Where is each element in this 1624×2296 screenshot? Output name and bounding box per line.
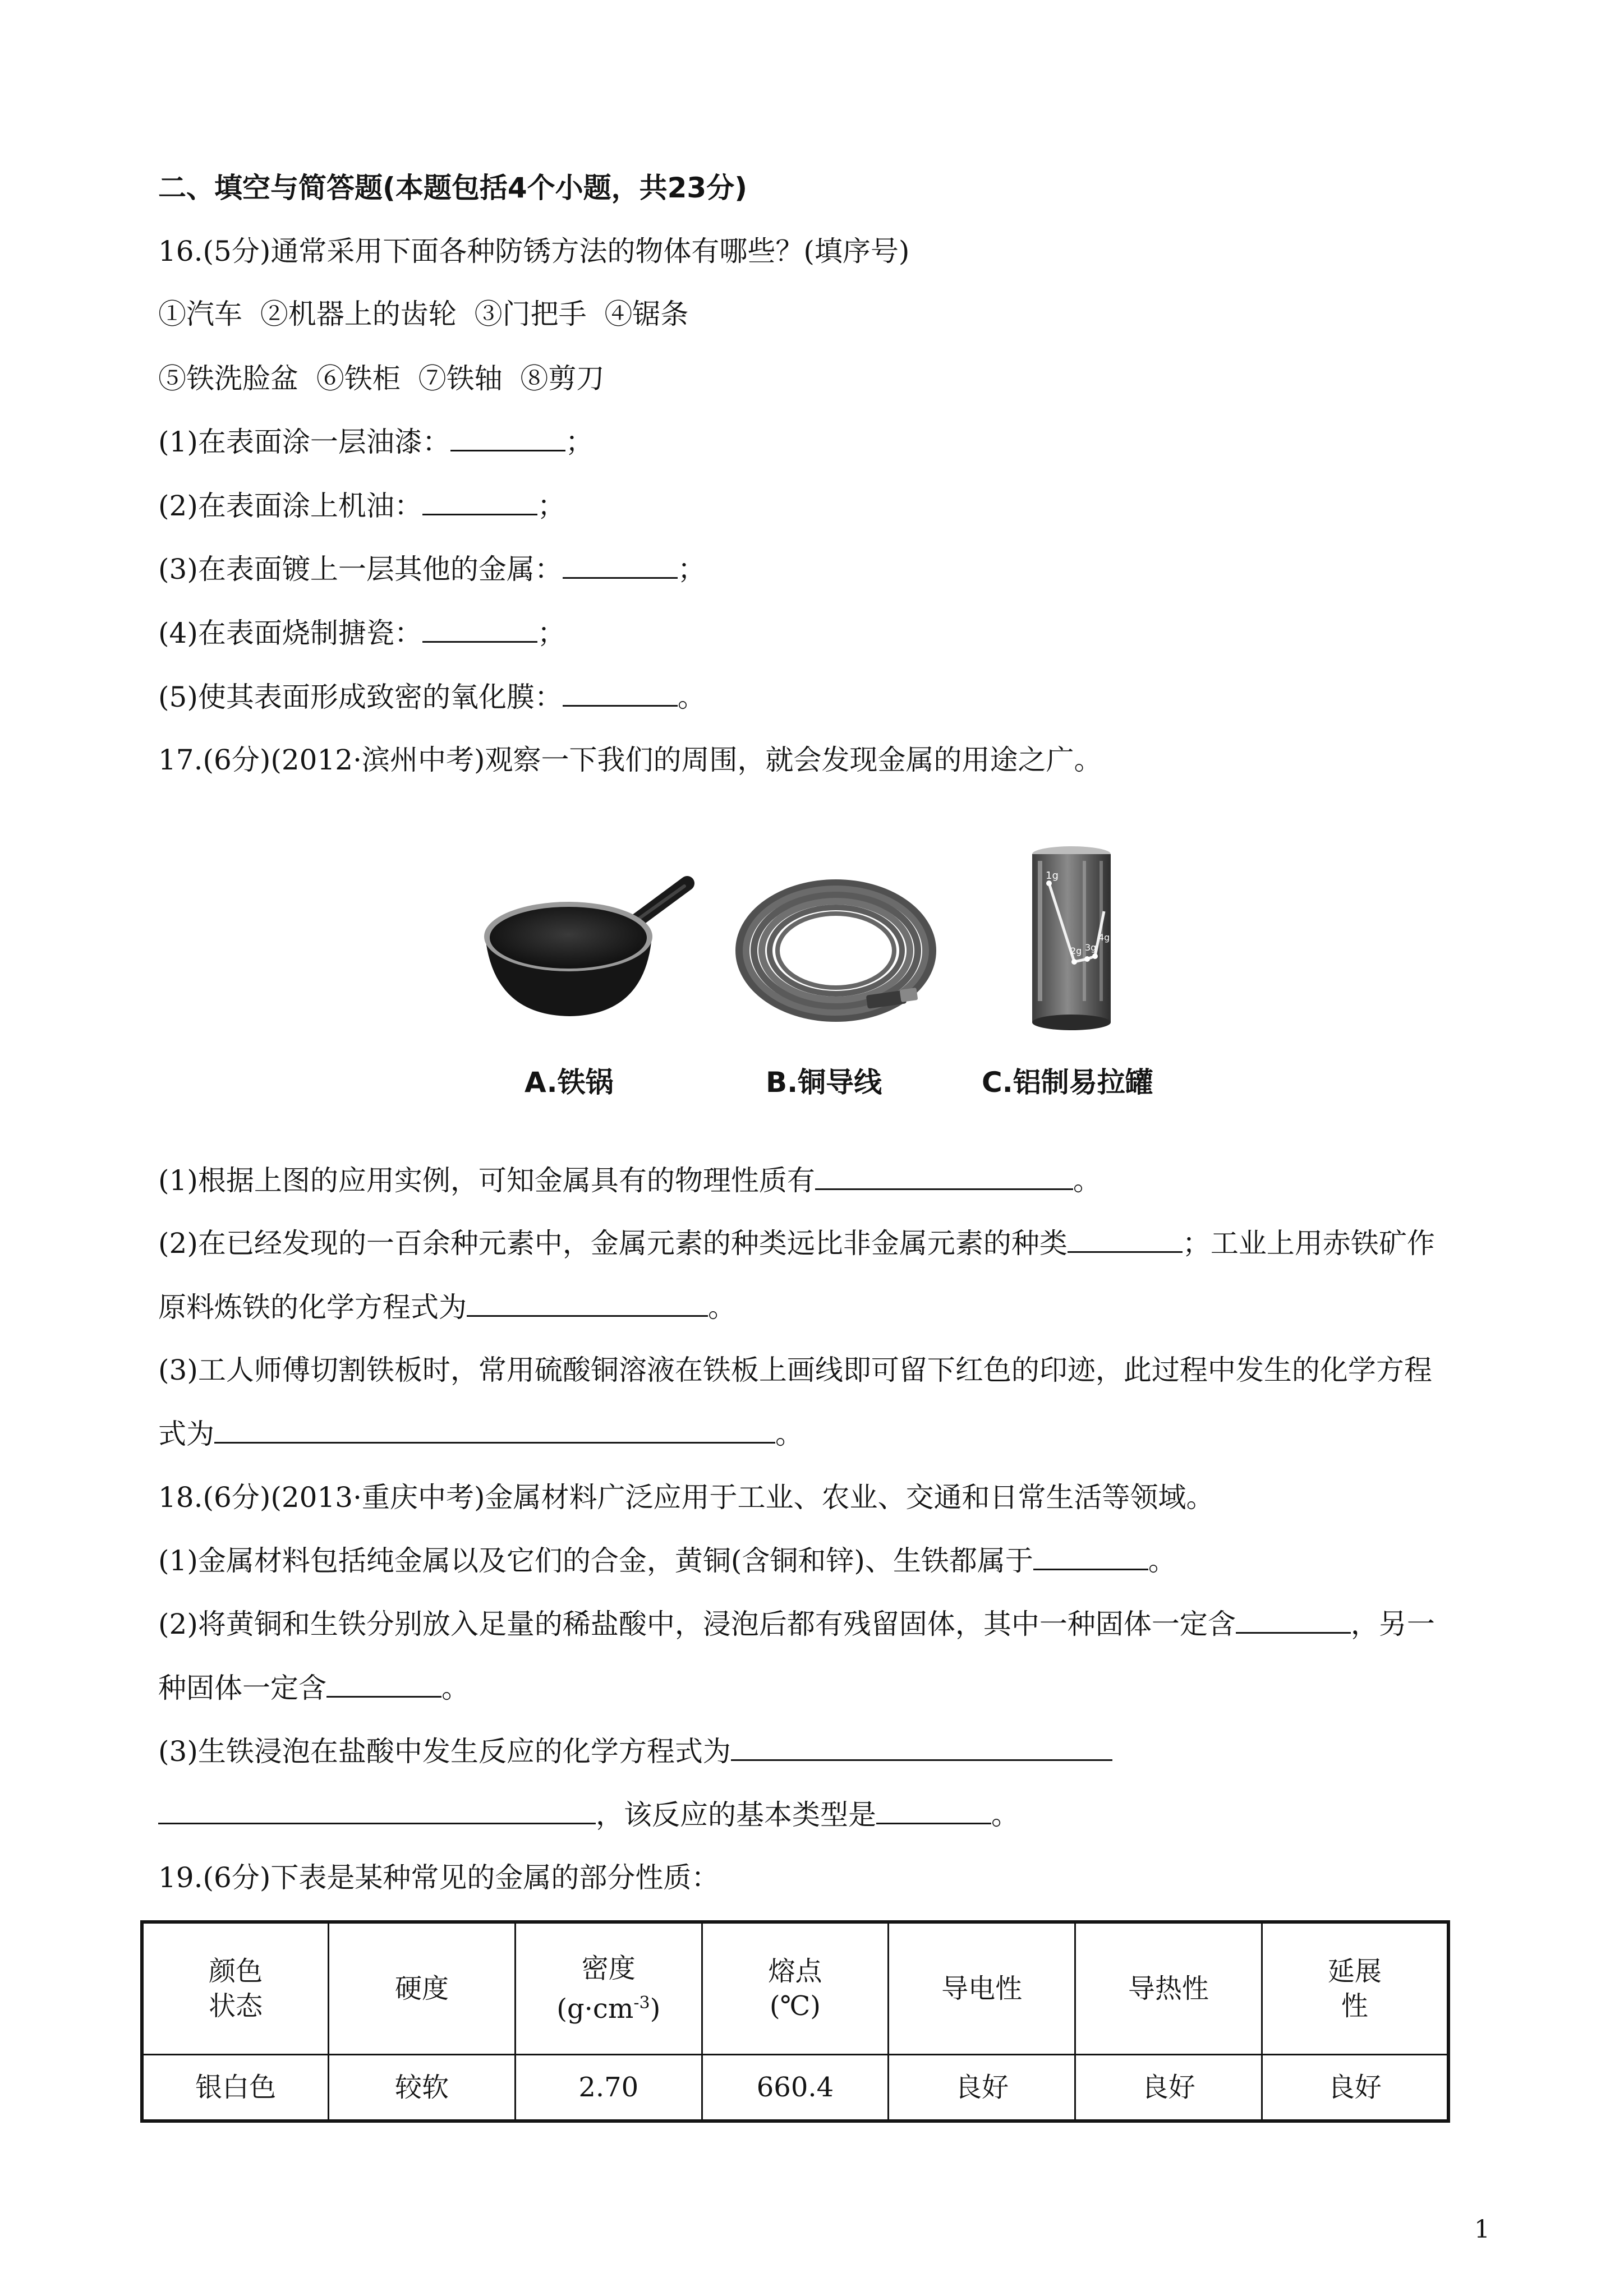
q17-part2-line2 bbox=[158, 1290, 736, 1324]
q16-item-5 bbox=[158, 680, 706, 714]
q18-part1-end: 。 bbox=[1148, 1545, 1176, 1577]
q16-item-1 bbox=[158, 425, 594, 459]
header-electrical-conductivity: 导电性 bbox=[889, 1922, 1075, 2054]
q16-answer-blank-5[interactable] bbox=[563, 680, 678, 707]
cell-density: 2.70 bbox=[515, 2054, 702, 2121]
metal-properties-table bbox=[140, 1920, 1450, 2123]
q18-part2-line1 bbox=[158, 1607, 1435, 1641]
q18-part2-end: 。 bbox=[441, 1672, 470, 1704]
q18-part1 bbox=[158, 1544, 1176, 1578]
q16-item-2-end: ； bbox=[537, 490, 565, 522]
q18-answer-blank-6[interactable] bbox=[876, 1798, 991, 1824]
header-mp-unit: (℃) bbox=[769, 1990, 821, 2022]
q17-part2-line2-text: 原料炼铁的化学方程式为 bbox=[158, 1291, 467, 1324]
header-melting-point bbox=[702, 1922, 889, 2054]
q17-part1 bbox=[158, 1164, 1101, 1197]
q17-part3-line1: (3)工人师傅切割铁板时，常用硫酸铜溶液在铁板上画线即可留下红色的印迹，此过程中发生的化学方程 bbox=[158, 1354, 1432, 1386]
header-ductility-label-1: 延展 bbox=[1327, 1955, 1382, 1987]
cell-thermal: 良好 bbox=[1075, 2054, 1262, 2121]
q16-item-1-end: ； bbox=[565, 426, 594, 458]
q17-part2-mid: ；工业上用赤铁矿作 bbox=[1182, 1227, 1435, 1260]
q16-answer-blank-3[interactable] bbox=[563, 552, 678, 579]
header-color-state bbox=[142, 1922, 329, 2054]
page-number: 1 bbox=[1474, 2215, 1490, 2244]
q17-answer-blank-2[interactable] bbox=[1068, 1227, 1183, 1253]
q16-item-4 bbox=[158, 616, 565, 650]
caption-c: C.铝制易拉罐 bbox=[982, 1066, 1153, 1099]
q17-part2-text: (2)在已经发现的一百余种元素中，金属元素的种类远比非金属元素的种类 bbox=[158, 1227, 1068, 1260]
cell-electrical: 良好 bbox=[889, 2054, 1075, 2121]
q18-part2-mid: ，另一 bbox=[1350, 1608, 1435, 1640]
q18-answer-blank-5[interactable] bbox=[158, 1798, 596, 1824]
q16-item-3-text: (3)在表面镀上一层其他的金属： bbox=[158, 553, 563, 585]
can-label-1: 1g bbox=[1046, 870, 1059, 882]
can-label-2: 2g bbox=[1070, 946, 1082, 956]
header-density bbox=[515, 1922, 702, 2054]
q18-part2-line2-text: 种固体一定含 bbox=[158, 1672, 326, 1704]
q16-item-3 bbox=[158, 552, 706, 586]
q16-item-5-end: 。 bbox=[677, 681, 706, 713]
header-density-label: 密度 bbox=[581, 1952, 636, 1984]
q18-stem: 18.(6分)(2013·重庆中考)金属材料广泛应用于工业、农业、交通和日常生活等领域。 bbox=[158, 1481, 1214, 1514]
header-density-unit: (g·cm bbox=[556, 1993, 634, 2025]
q17-part1-text: (1)根据上图的应用实例，可知金属具有的物理性质有 bbox=[158, 1164, 815, 1197]
q17-part1-end: 。 bbox=[1073, 1164, 1101, 1197]
q16-stem: 16.(5分)通常采用下面各种防锈方法的物体有哪些？(填序号) bbox=[158, 235, 910, 268]
q17-part2-line1 bbox=[158, 1227, 1435, 1260]
q18-part3-line1 bbox=[158, 1735, 1112, 1768]
header-ductility bbox=[1262, 1922, 1448, 2054]
caption-a: A.铁锅 bbox=[525, 1066, 614, 1099]
q16-item-2 bbox=[158, 489, 565, 523]
can-label-4: 4g bbox=[1098, 932, 1110, 943]
copper-wire-image bbox=[732, 866, 940, 1029]
header-color-label: 颜色 bbox=[209, 1955, 263, 1987]
q17-answer-blank-4[interactable] bbox=[214, 1417, 775, 1444]
cell-color: 银白色 bbox=[142, 2054, 329, 2121]
q18-answer-blank-1[interactable] bbox=[1033, 1544, 1148, 1570]
q16-item-4-text: (4)在表面烧制搪瓷： bbox=[158, 617, 422, 649]
q16-item-2-text: (2)在表面涂上机油： bbox=[158, 490, 422, 522]
can-label-3: 3g bbox=[1085, 942, 1097, 953]
q18-part3-end: 。 bbox=[991, 1799, 1019, 1831]
q16-item-5-text: (5)使其表面形成致密的氧化膜： bbox=[158, 681, 563, 713]
header-hardness: 硬度 bbox=[329, 1922, 516, 2054]
header-thermal-conductivity: 导热性 bbox=[1075, 1922, 1262, 2054]
iron-wok-image bbox=[477, 864, 701, 1032]
table-row bbox=[142, 2054, 1448, 2121]
q18-answer-blank-2[interactable] bbox=[1236, 1607, 1351, 1634]
q16-item-4-end: ； bbox=[537, 617, 565, 649]
q18-part3-line2 bbox=[158, 1798, 1019, 1832]
q17-stem: 17.(6分)(2012·滨州中考)观察一下我们的周围，就会发现金属的用途之广。 bbox=[158, 744, 1102, 776]
q16-item-1-text: (1)在表面涂一层油漆： bbox=[158, 426, 450, 458]
cell-hardness: 较软 bbox=[329, 2054, 516, 2121]
q18-part3-text: (3)生铁浸泡在盐酸中发生反应的化学方程式为 bbox=[158, 1735, 731, 1768]
header-ductility-label-2: 性 bbox=[1341, 1990, 1368, 2022]
aluminum-can-image bbox=[1021, 844, 1122, 1038]
q17-part3-line2 bbox=[158, 1417, 803, 1451]
q16-answer-blank-4[interactable] bbox=[422, 616, 537, 643]
header-density-unit-close: ) bbox=[650, 1993, 661, 2025]
q16-options-row2: ⑤铁洗脸盆 ⑥铁柜 ⑦铁轴 ⑧剪刀 bbox=[158, 362, 605, 395]
cell-melting-point: 660.4 bbox=[702, 2054, 889, 2121]
q18-part3-line2-mid: ，该反应的基本类型是 bbox=[596, 1799, 876, 1831]
q17-answer-blank-3[interactable] bbox=[467, 1290, 708, 1317]
q19-stem: 19.(6分)下表是某种常见的金属的部分性质： bbox=[158, 1861, 720, 1894]
header-density-exponent: -3 bbox=[633, 1993, 650, 2013]
q18-answer-blank-3[interactable] bbox=[326, 1671, 441, 1698]
q17-part2-end: 。 bbox=[708, 1291, 736, 1324]
q17-part3-line2-text: 式为 bbox=[158, 1418, 214, 1450]
q16-answer-blank-2[interactable] bbox=[422, 489, 537, 515]
q16-item-3-end: ； bbox=[677, 553, 706, 585]
q16-options-row1: ①汽车 ②机器上的齿轮 ③门把手 ④锯条 bbox=[158, 298, 689, 330]
q18-part1-text: (1)金属材料包括纯金属以及它们的合金，黄铜(含铜和锌)、生铁都属于 bbox=[158, 1545, 1033, 1577]
header-mp-label: 熔点 bbox=[768, 1955, 822, 1987]
section-title: 二、填空与简答题(本题包括4个小题，共23分) bbox=[158, 172, 748, 204]
cell-ductility: 良好 bbox=[1262, 2054, 1448, 2121]
header-state-label: 状态 bbox=[209, 1990, 263, 2022]
q17-answer-blank-1[interactable] bbox=[815, 1164, 1073, 1190]
q17-part3-end: 。 bbox=[775, 1418, 803, 1450]
q18-part2-line2 bbox=[158, 1671, 470, 1705]
q18-part2-text: (2)将黄铜和生铁分别放入足量的稀盐酸中，浸泡后都有残留固体，其中一种固体一定含 bbox=[158, 1608, 1236, 1640]
q18-answer-blank-4[interactable] bbox=[731, 1735, 1112, 1761]
table-header-row bbox=[142, 1922, 1448, 2054]
q16-answer-blank-1[interactable] bbox=[450, 425, 565, 451]
caption-b: B.铜导线 bbox=[766, 1066, 882, 1099]
